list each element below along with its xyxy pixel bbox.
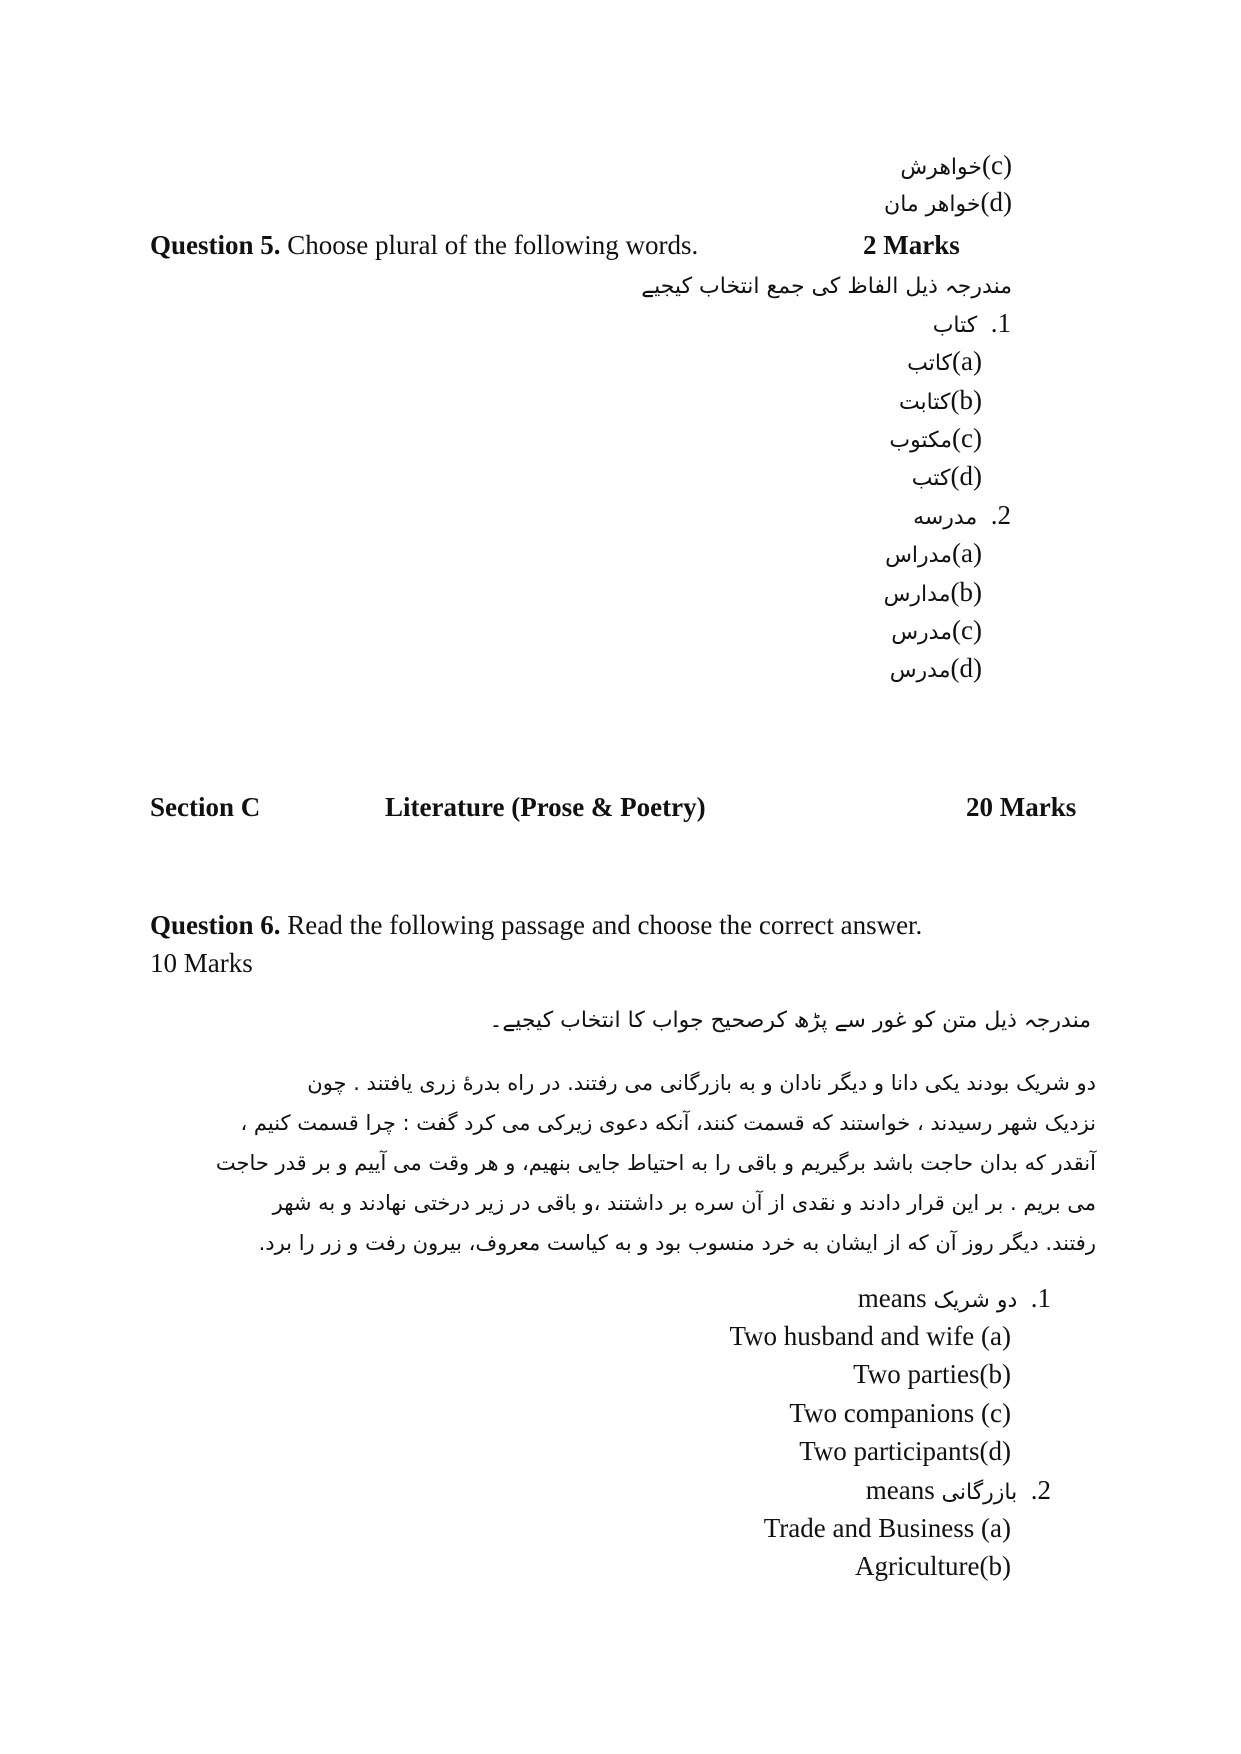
option-text: مدارس xyxy=(883,582,951,607)
section-label: Section C xyxy=(150,792,261,822)
option-text: کاتب xyxy=(907,351,953,376)
item-word: کتاب xyxy=(932,313,978,338)
q5-item-2-option-a xyxy=(885,536,982,573)
q6-item-1-option-c xyxy=(789,1396,1011,1430)
option-text: کتابت xyxy=(898,390,951,415)
section-marks: 20 Marks xyxy=(966,792,1077,822)
item-word: دو شریک xyxy=(933,1288,1018,1313)
q5-heading xyxy=(150,228,698,262)
option-label: (a) xyxy=(981,1513,1011,1543)
q6-urdu-instruction: مندرجہ ذیل متن کو غور سے پڑھ کرصحیح جواب کا انتخاب کیجیے۔ xyxy=(489,1008,1091,1033)
q6-item-2-option-b xyxy=(855,1549,1011,1583)
option-text: Agriculture xyxy=(855,1551,980,1581)
option-text: کتب xyxy=(911,466,951,491)
option-label: (a) xyxy=(952,538,982,568)
option-text: Trade and Business xyxy=(763,1513,975,1543)
q6-passage xyxy=(150,1063,1096,1263)
option-label: (a) xyxy=(981,1321,1011,1351)
option-label: (b) xyxy=(979,1551,1011,1581)
option-label: (b) xyxy=(950,577,982,607)
option-text: Two participants xyxy=(799,1436,980,1466)
passage-line: نزدیک شهر رسیدند ، خواستند که قسمت کنند، آنکه دعوی زیرکی می کرد گفت : چرا قسمت کنیم ، xyxy=(240,1111,1096,1135)
q4-option-c xyxy=(900,148,1012,185)
option-text: Two husband and wife xyxy=(729,1321,975,1351)
q6-item-2 xyxy=(866,1473,1051,1510)
item-word: مدرسه xyxy=(913,505,978,530)
q5-item-1-option-d xyxy=(912,459,982,496)
q5-item-1-option-b xyxy=(899,383,982,420)
q6-heading xyxy=(150,908,922,942)
q6-text: Read the following passage and choose the correct answer. xyxy=(287,910,923,940)
q5-marks: 2 Marks xyxy=(863,230,960,260)
q5-urdu-instruction: مندرجہ ذیل الفاظ کی جمع انتخاب کیجیے xyxy=(641,274,1012,299)
option-label: (b) xyxy=(950,385,982,415)
item-number: 1. xyxy=(1030,1283,1051,1313)
option-text: Two companions xyxy=(789,1398,975,1428)
option-text: Two parties xyxy=(853,1359,980,1389)
option-label: (d) xyxy=(950,653,982,683)
q5-item-2 xyxy=(913,498,1011,535)
q5-text: Choose plural of the following words. xyxy=(287,230,699,260)
option-text: مدراس xyxy=(885,543,953,568)
q6-item-1-option-a xyxy=(729,1319,1011,1353)
option-text: مدرس xyxy=(891,620,953,645)
option-text: مدرس xyxy=(889,658,951,683)
passage-line: دو شریک بودند یکی دانا و دیگر نادان و به بازرگانی می رفتند. در راه بدرهٔ زری یافتند . چون xyxy=(307,1071,1096,1095)
q5-item-2-option-c xyxy=(891,613,982,650)
q6-number: Question 6. xyxy=(150,910,281,940)
q5-item-1 xyxy=(933,306,1011,343)
passage-line: می بریم . بر این قرار دادند و نقدی از آن سره بر داشتند ،و باقی در زیر درختی نهادند و به شهر xyxy=(272,1191,1096,1215)
q5-item-1-option-a xyxy=(907,344,982,381)
q6-item-2-option-a xyxy=(764,1511,1011,1545)
q6-item-1-option-d xyxy=(799,1434,1011,1468)
option-label: (c) xyxy=(981,1398,1011,1428)
q5-number: Question 5. xyxy=(150,230,281,260)
passage-line: رفتند. دیگر روز آن که از ایشان به خرد منسوب بود و به کیاست معروف، بیرون رفت و زر را برد. xyxy=(258,1231,1096,1255)
q6-item-1 xyxy=(858,1281,1051,1318)
option-label: (b) xyxy=(979,1359,1011,1389)
q6-marks: 10 Marks xyxy=(150,948,253,978)
q6-item-1-option-b xyxy=(853,1357,1011,1391)
item-means: means xyxy=(857,1283,927,1313)
option-label: (a) xyxy=(952,346,982,376)
q5-item-1-option-c xyxy=(889,421,982,458)
q5-item-2-option-b xyxy=(884,575,982,612)
option-label: (d) xyxy=(980,187,1012,217)
option-text: خواهرش xyxy=(900,155,983,180)
q4-option-d xyxy=(884,185,1012,222)
q5-item-2-option-d xyxy=(890,651,982,688)
item-number: 1. xyxy=(990,308,1011,338)
option-label: (d) xyxy=(950,461,982,491)
section-title: Literature (Prose & Poetry) xyxy=(385,792,706,822)
option-text: مکتوب xyxy=(889,428,953,453)
passage-line: آنقدر که بدان حاجت باشد برگیریم و باقی را به احتیاط جایی بنهیم، و هر وقت می آییم و بر قدر حاجت xyxy=(215,1151,1096,1175)
item-number: 2. xyxy=(1030,1475,1051,1505)
item-means: means xyxy=(865,1475,935,1505)
option-label: (c) xyxy=(982,150,1012,180)
option-text: خواهر مان xyxy=(884,192,981,217)
item-number: 2. xyxy=(990,500,1011,530)
option-label: (d) xyxy=(979,1436,1011,1466)
option-label: (c) xyxy=(952,423,982,453)
item-word: بازرگانی xyxy=(941,1480,1018,1505)
option-label: (c) xyxy=(952,615,982,645)
